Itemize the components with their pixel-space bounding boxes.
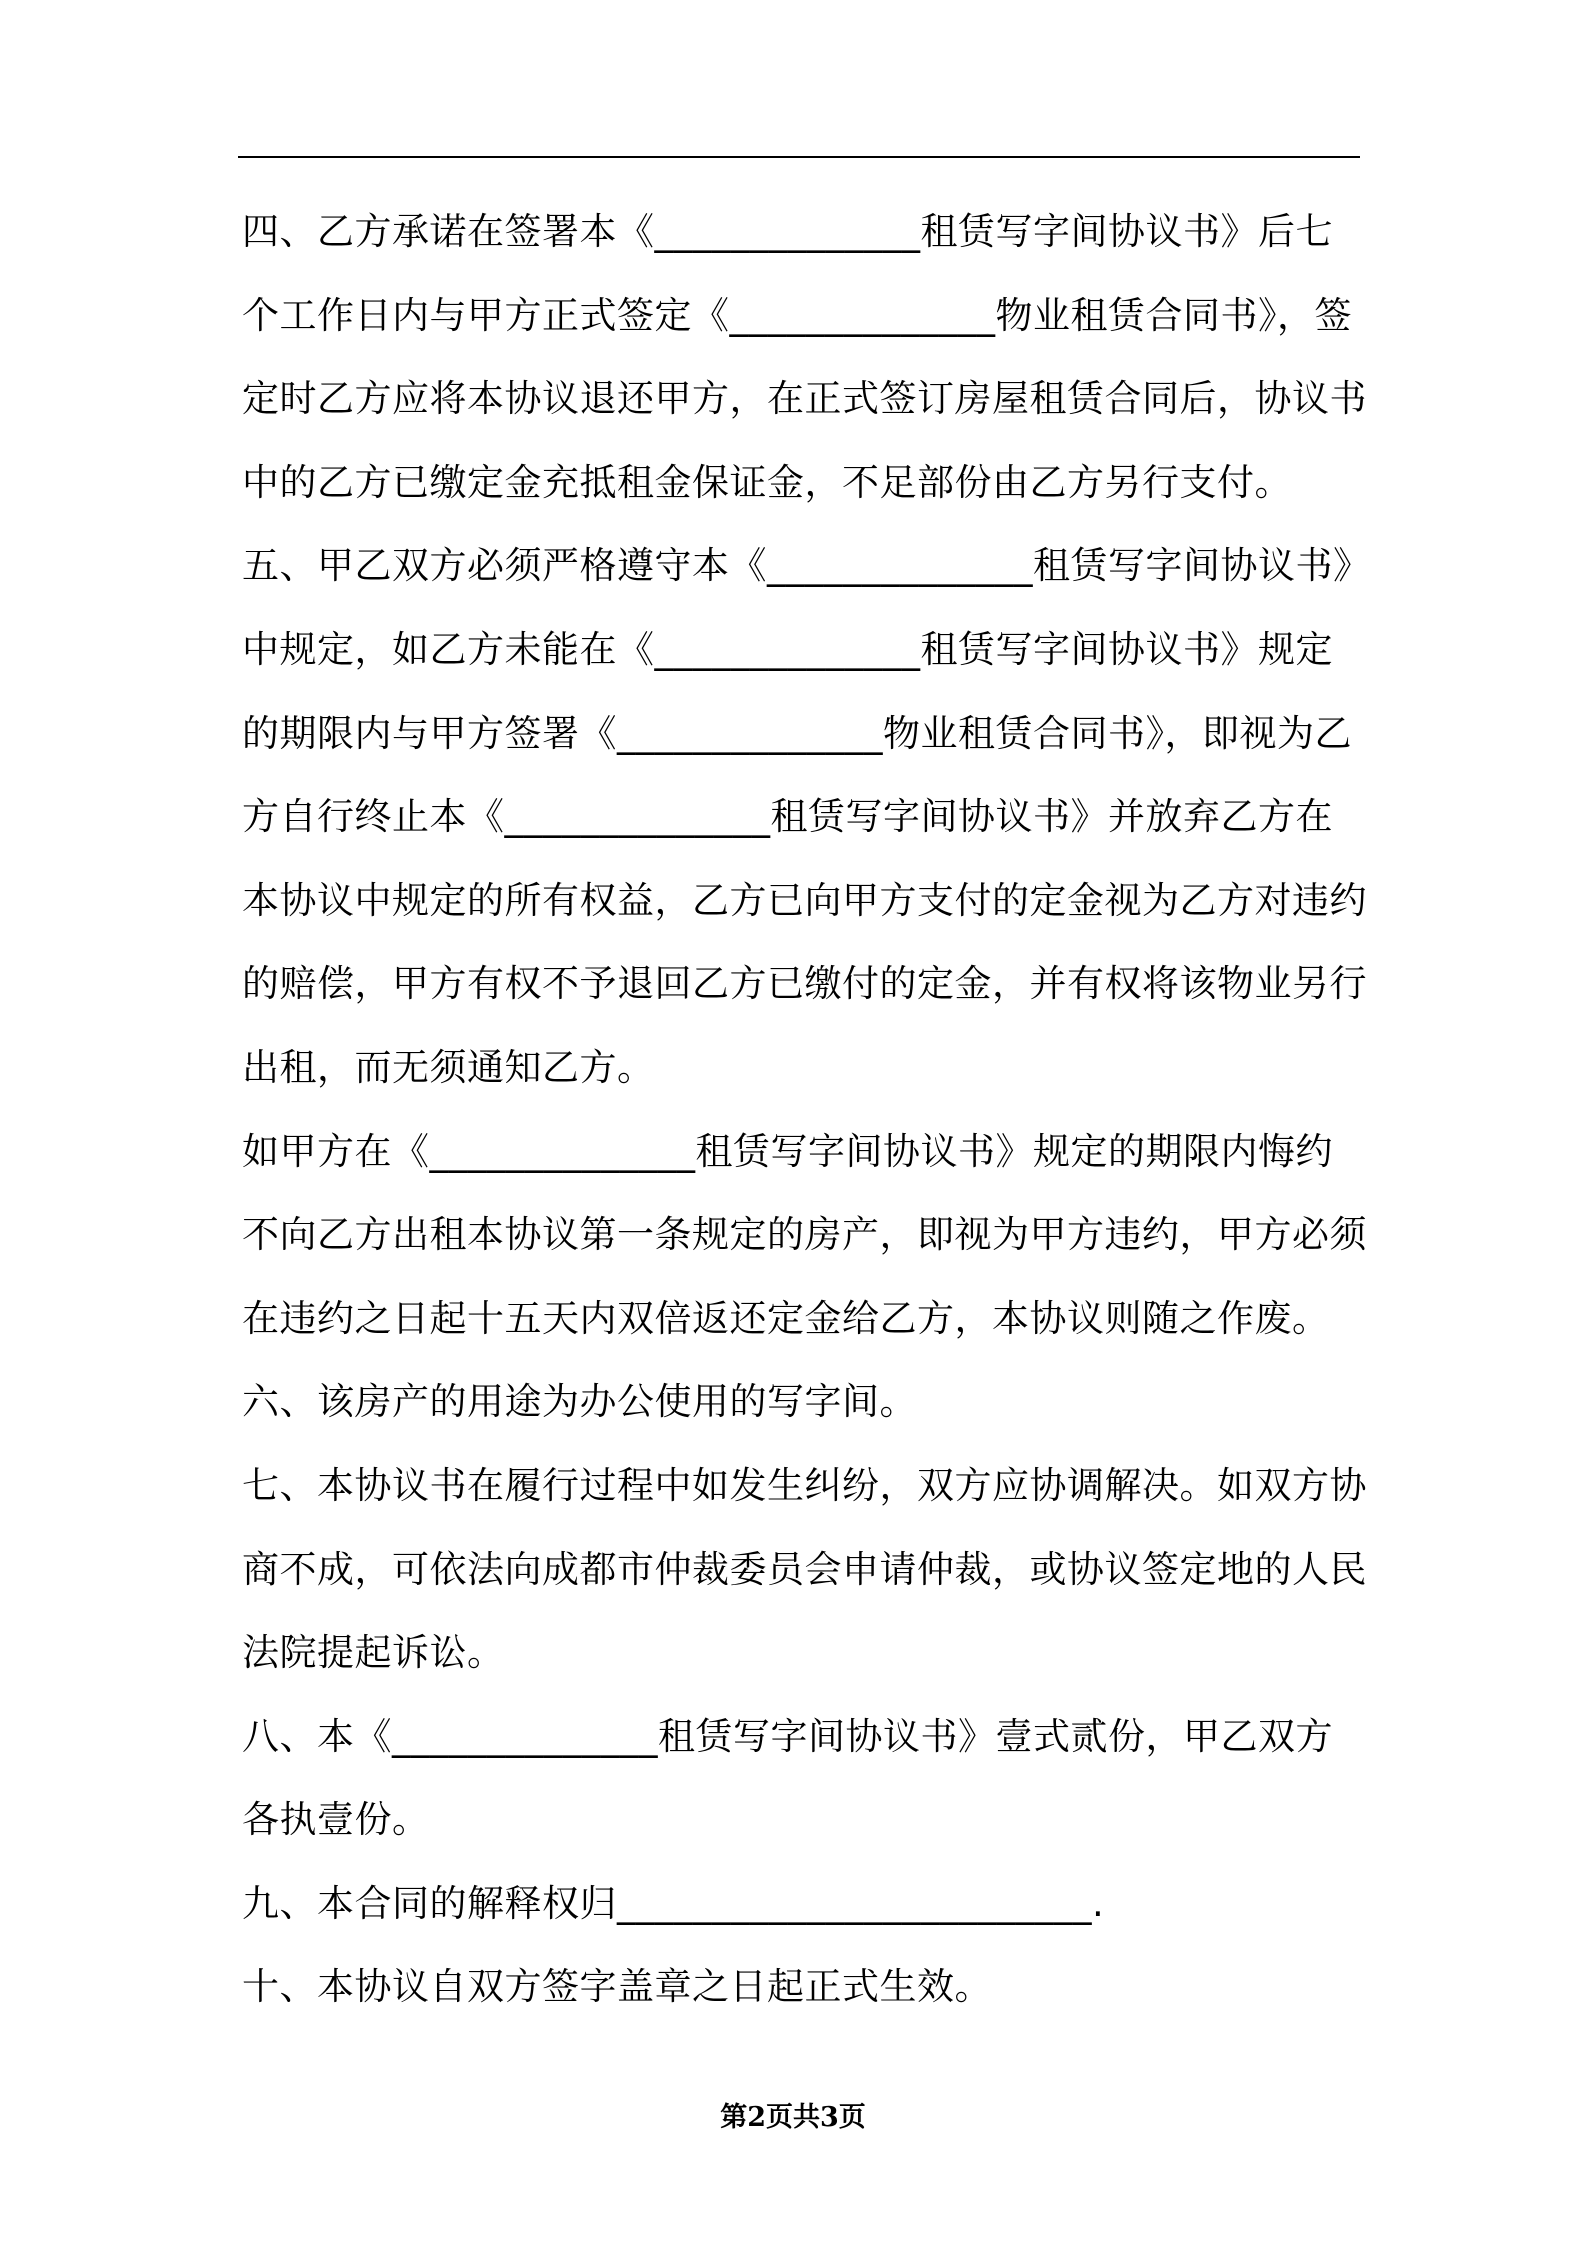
clause-5: 五、甲乙双方必须严格遵守本《______________租赁写字间协议书》中规定，如乙方未能在《______________租赁写字间协议书》规定的期限内与甲方签署《______________物业租赁合同书》，即视为乙方自行终止本《______________租赁写字间协议书》并放弃乙方在本协议中规定的所有权益，乙方已向甲方支付的定金视为乙方对违约的赔偿，甲方有权不予退回乙方已缴付的定金，并有权将该物业另行出租，而无须通知乙方。 <box>242 544 1367 1089</box>
clause-9: 九、本合同的解释权归_________________________. <box>242 1881 1105 1925</box>
document-body <box>242 190 1367 2029</box>
header-divider <box>238 156 1360 158</box>
clause-6: 六、该房产的用途为办公使用的写字间。 <box>242 1380 917 1424</box>
clause-5-supplement: 如甲方在《______________租赁写字间协议书》规定的期限内悔约不向乙方出租本协议第一条规定的房产，即视为甲方违约，甲方必须在违约之日起十五天内双倍返还定金给乙方，本协议则随之作废。 <box>242 1129 1367 1340</box>
clause-4: 四、乙方承诺在签署本《______________租赁写字间协议书》后七个工作日内与甲方正式签定《______________物业租赁合同书》，签定时乙方应将本协议退还甲方，在正式签订房屋租赁合同后，协议书中的乙方已缴定金充抵租金保证金，不足部份由乙方另行支付。 <box>242 210 1367 504</box>
clause-8: 八、本《______________租赁写字间协议书》壹式贰份，甲乙双方各执壹份。 <box>242 1714 1333 1842</box>
clause-7: 七、本协议书在履行过程中如发生纠纷，双方应协调解决。如双方协商不成，可依法向成都市仲裁委员会申请仲裁，或协议签定地的人民法院提起诉讼。 <box>242 1463 1367 1675</box>
clause-10: 十、本协议自双方签字盖章之日起正式生效。 <box>242 1965 992 2009</box>
page-number-footer: 第2页共3页 <box>720 2102 866 2133</box>
